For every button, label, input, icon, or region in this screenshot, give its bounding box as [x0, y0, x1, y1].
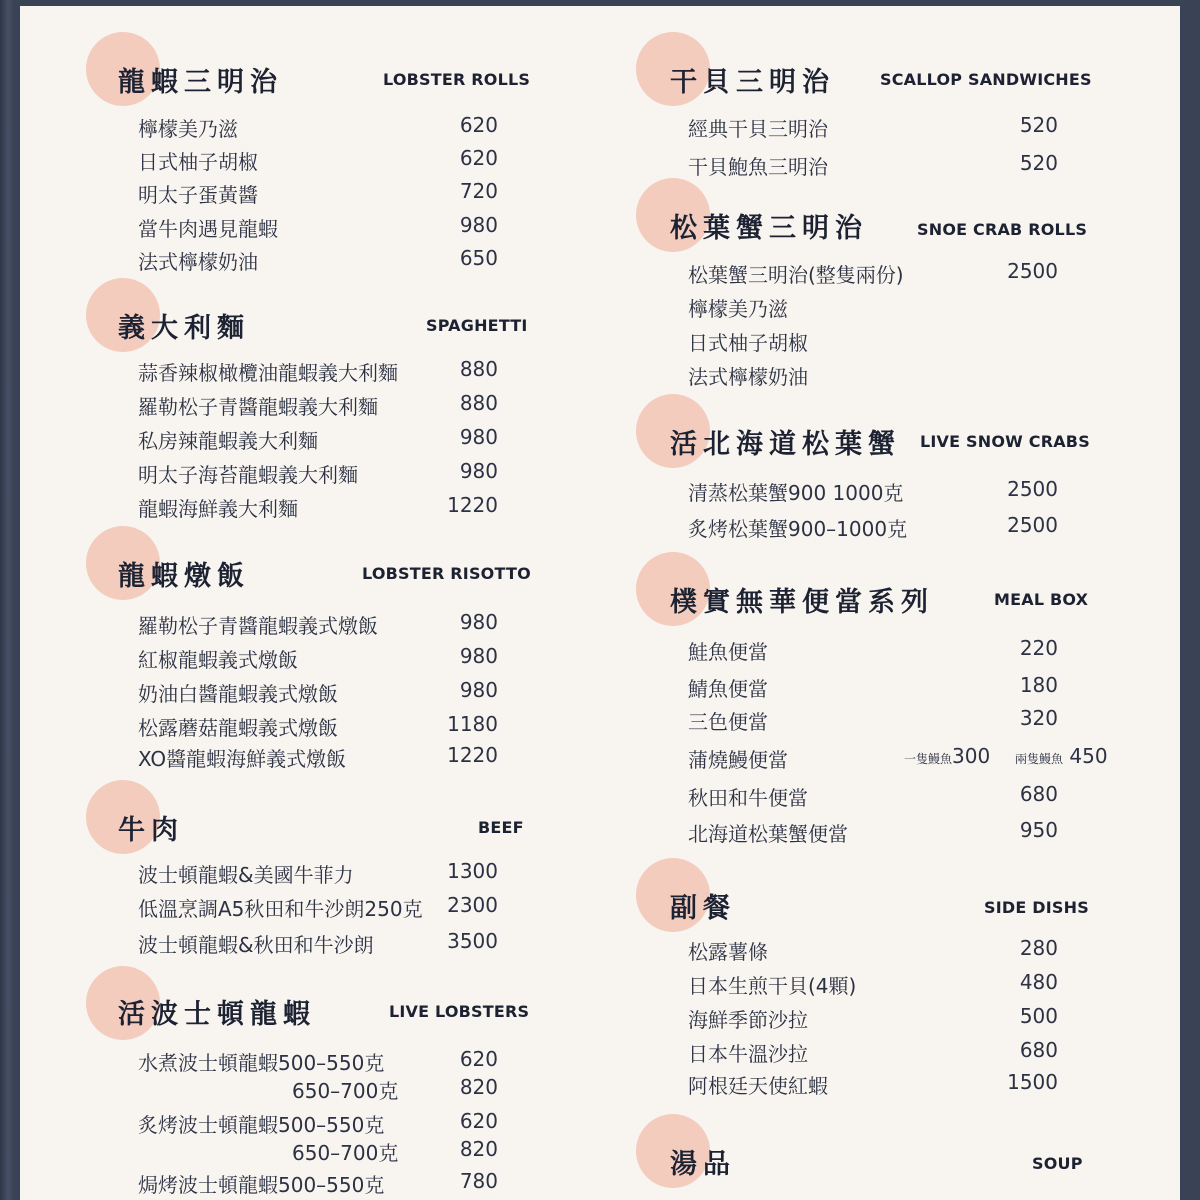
- menu-item-name: 低溫烹調A5秋田和牛沙朗250克: [138, 897, 423, 921]
- menu-item-price: 720: [459, 179, 498, 203]
- menu-item-price: 3500: [447, 929, 498, 953]
- menu-item-name: 法式檸檬奶油: [688, 365, 808, 389]
- menu-item-price: 820: [459, 1075, 498, 1099]
- menu-item-price: 950: [1019, 818, 1058, 842]
- section-title-en: SIDE DISHS: [984, 898, 1089, 917]
- section-title-en: BEEF: [478, 818, 524, 837]
- section-title-en: SNOE CRAB ROLLS: [917, 220, 1088, 239]
- section-title-zh: 活北海道松葉蟹: [670, 429, 901, 460]
- section-title-en: MEAL BOX: [994, 590, 1089, 609]
- menu-item-name: 干貝鮑魚三明治: [688, 155, 828, 179]
- section-title-en: SPAGHETTI: [426, 316, 528, 335]
- menu-item-price: 2500: [1007, 477, 1058, 501]
- menu-item-price: 980: [459, 644, 498, 668]
- menu-item-price: 1220: [447, 743, 498, 767]
- menu-item-price: 620: [459, 146, 498, 170]
- menu-item-name: 龍蝦海鮮義大利麵: [138, 497, 298, 521]
- menu-item-price: 1500: [1007, 1070, 1058, 1094]
- menu-item-price: 220: [1019, 636, 1058, 660]
- menu-item-price: 650: [459, 246, 498, 270]
- menu-item-name: 羅勒松子青醬龍蝦義式燉飯: [138, 614, 378, 638]
- menu-item-name: 奶油白醬龍蝦義式燉飯: [138, 682, 338, 706]
- menu-item-name: 鮭魚便當: [688, 640, 768, 664]
- menu-item-name: XO醬龍蝦海鮮義式燉飯: [138, 747, 347, 771]
- menu-item-price: 980: [459, 459, 498, 483]
- section-title-zh: 干貝三明治: [670, 67, 835, 98]
- menu-item-price: 880: [459, 357, 498, 381]
- menu-item-name: 日式柚子胡椒: [138, 150, 258, 174]
- section-title-en: SOUP: [1032, 1154, 1083, 1173]
- menu-item-price: 980: [459, 425, 498, 449]
- menu-item-name: 650–700克: [292, 1141, 399, 1165]
- menu-item-price: 980: [459, 678, 498, 702]
- menu-item-name: 松露蘑菇龍蝦義式燉飯: [138, 716, 338, 740]
- section-title-zh: 湯品: [670, 1149, 736, 1180]
- section-title-zh: 樸實無華便當系列: [670, 587, 934, 618]
- menu-item-name: 日本牛溫沙拉: [688, 1042, 808, 1066]
- menu-item-price: 1220: [447, 493, 498, 517]
- menu-item-name: 北海道松葉蟹便當: [688, 822, 848, 846]
- section-title-en: LOBSTER ROLLS: [383, 70, 531, 89]
- menu-item-name: 紅椒龍蝦義式燉飯: [138, 648, 298, 672]
- section-title-en: SCALLOP SANDWICHES: [880, 70, 1092, 89]
- section-title-zh: 松葉蟹三明治: [670, 213, 868, 244]
- menu-item-price: 1180: [447, 712, 498, 736]
- eel-two-label: 兩隻鰻魚: [1015, 752, 1064, 766]
- menu-item-name: 水煮波士頓龍蝦500–550克: [138, 1051, 385, 1075]
- menu-item-price: 2500: [1007, 513, 1058, 537]
- menu-item-name: 波士頓龍蝦&美國牛菲力: [138, 863, 354, 887]
- menu-item-name: 日式柚子胡椒: [688, 331, 808, 355]
- menu-item-name: 蒲燒鰻便當: [688, 748, 788, 772]
- section-title-zh: 副餐: [670, 893, 736, 924]
- menu-item-name: 炙烤波士頓龍蝦500–550克: [138, 1113, 385, 1137]
- menu-item-name: 私房辣龍蝦義大利麵: [138, 429, 318, 453]
- menu-item-price: 1300: [447, 859, 498, 883]
- menu-item-price: 880: [459, 391, 498, 415]
- menu-item-price: 980: [459, 213, 498, 237]
- menu-item-name: 檸檬美乃滋: [138, 117, 238, 141]
- section-title-en: LIVE SNOW CRABS: [920, 432, 1090, 451]
- menu-item-name: 海鮮季節沙拉: [688, 1008, 808, 1032]
- menu-item-name: 松露薯條: [688, 940, 768, 964]
- eel-one-option: [904, 744, 990, 768]
- eel-one-label: 一隻鰻魚: [904, 752, 953, 766]
- eel-two-option: [1015, 744, 1108, 768]
- menu-item-name: 秋田和牛便當: [688, 786, 808, 810]
- menu-item-name: 明太子蛋黃醬: [138, 183, 258, 207]
- section-title-zh: 牛肉: [118, 815, 184, 846]
- menu-item-name: 焗烤波士頓龍蝦500–550克: [138, 1173, 385, 1197]
- menu-page: [20, 6, 1180, 1200]
- menu-item-price: 680: [1019, 1038, 1058, 1062]
- menu-item-price: 620: [459, 113, 498, 137]
- section-title-zh: 義大利麵: [118, 313, 250, 344]
- menu-item-name: 經典干貝三明治: [688, 117, 828, 141]
- menu-item-name: 羅勒松子青醬龍蝦義大利麵: [138, 395, 378, 419]
- menu-item-name: 當牛肉遇見龍蝦: [138, 217, 278, 241]
- section-title-en: LIVE LOBSTERS: [389, 1002, 530, 1021]
- menu-item-price: 780: [459, 1169, 498, 1193]
- menu-item-price: 280: [1019, 936, 1058, 960]
- menu-item-name: 檸檬美乃滋: [688, 297, 788, 321]
- menu-item-price: 620: [459, 1109, 498, 1133]
- menu-item-price: 320: [1019, 706, 1058, 730]
- menu-item-name: 三色便當: [688, 710, 768, 734]
- menu-item-price: 500: [1019, 1004, 1058, 1028]
- menu-item-name: 炙烤松葉蟹900–1000克: [688, 517, 908, 541]
- menu-item-price: 2500: [1007, 259, 1058, 283]
- section-title-en: LOBSTER RISOTTO: [362, 564, 531, 583]
- menu-item-name: 松葉蟹三明治(整隻兩份): [688, 263, 904, 287]
- menu-item-name: 阿根廷天使紅蝦: [688, 1074, 828, 1098]
- eel-two-price: 450: [1069, 744, 1108, 768]
- menu-item-price: 620: [459, 1047, 498, 1071]
- section-title-zh: 龍蝦燉飯: [118, 561, 250, 592]
- menu-item-price: 680: [1019, 782, 1058, 806]
- menu-item-price: 2300: [447, 893, 498, 917]
- eel-one-price: 300: [952, 744, 991, 768]
- menu-item-price: 520: [1019, 151, 1058, 175]
- section-title-zh: 龍蝦三明治: [118, 67, 283, 98]
- menu-item-price: 480: [1019, 970, 1058, 994]
- menu-item-price: 180: [1019, 673, 1058, 697]
- menu-item-price: 980: [459, 610, 498, 634]
- menu-item-name: 清蒸松葉蟹900 1000克: [688, 481, 904, 505]
- menu-item-name: 650–700克: [292, 1079, 399, 1103]
- menu-item-name: 法式檸檬奶油: [138, 250, 258, 274]
- menu-item-name: 鯖魚便當: [688, 677, 768, 701]
- menu-item-name: 明太子海苔龍蝦義大利麵: [138, 463, 358, 487]
- section-title-zh: 活波士頓龍蝦: [118, 999, 316, 1030]
- menu-item-name: 波士頓龍蝦&秋田和牛沙朗: [138, 933, 374, 957]
- menu-item-name: 蒜香辣椒橄欖油龍蝦義大利麵: [138, 361, 398, 385]
- menu-item-price: 820: [459, 1137, 498, 1161]
- menu-item-price: 520: [1019, 113, 1058, 137]
- menu-item-name: 日本生煎干貝(4顆): [688, 974, 857, 998]
